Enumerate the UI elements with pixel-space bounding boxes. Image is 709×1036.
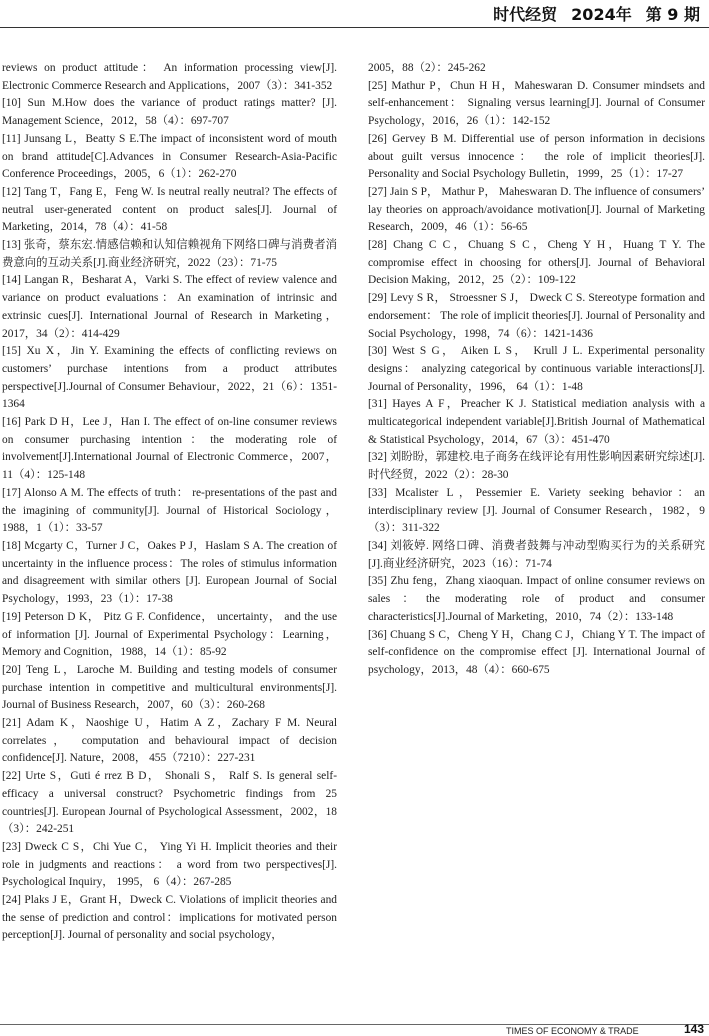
reference-entry: [16] Park D H，Lee J，Han I. The effect of on-line consumer reviews on consumer purchasing intention：the moderating role of involvement[J].International Journal of Electronic Commerce，2007，11（4）：125-148 — [2, 416, 337, 482]
reference-entry: [18] Mcgarty C，Turner J C，Oakes P J，Haslam S A. The creation of uncertainty in the influence process：The roles of stimulus information and disagreement with similar others [J]. European Journal of Social Psychology，1993，23（1）：17-38 — [2, 539, 337, 606]
journal-name: 时代经贸 — [493, 4, 558, 24]
reference-entry: [34] 刘筱婷. 网络口碑、消费者鼓舞与冲动型购买行为的关系研究[J].商业经济研究，2023（16）：71-74 — [368, 539, 705, 570]
reference-entry: [19] Peterson D K， Pitz G F. Confidence， uncertainty， and the use of information [J]. Journal of Experimental Psychology：Learning，Memory and Cognition，1988，14（1）：85-92 — [2, 610, 337, 659]
reference-entry: [27] Jain S P， Mathur P， Maheswaran D. The influence of consumers’ lay theories on approach/avoidance motivation[J]. Journal of Marketing Research，2009，46（1）：56-65 — [368, 185, 705, 234]
reference-entry: [22] Urte S，Guti é rrez B D， Shonali S， Ralf S. Is general self-efficacy a universal construct? Psychometric findings from 25 countries[J]. European Journal of Psychological Assessment，2002，18（3）：242-251 — [2, 770, 337, 836]
footer-journal-title: TIMES OF ECONOMY & TRADE — [506, 1026, 639, 1036]
reference-entry: [26] Gervey B M. Differential use of person information in decisions about guilt versus innocence： the role of implicit theories[J]. Personality and Social Psychology Bulletin，1999，25（1）：17-27 — [368, 132, 705, 181]
reference-entry: [21] Adam K，Naoshige U，Hatim A Z，Zachary F M. Neural correlates， computation and behavioural impact of decision confidence[J]. Nature，2008， 455（7210）：227-231 — [2, 717, 337, 765]
reference-entry: [31] Hayes A F，Preacher K J. Statistical mediation analysis with a multicategorical independent variable[J].British Journal of Mathematical & Statistical Psychology，2014，67（3）：451-470 — [368, 398, 705, 446]
page-number: 143 — [684, 1022, 705, 1036]
reference-entry: [33] Mcalister L，Pessemier E. Variety seeking behavior：an interdisciplinary review [J]. Journal of Consumer Research，1982，9（3）：311-322 — [368, 486, 705, 535]
reference-entry: [29] Levy S R， Stroessner S J， Dweck C S. Stereotype formation and endorsement： The role of implicit theories[J]. Journal of Personality and Social Psychology，1998，74（6）：1421-1436 — [368, 292, 705, 340]
reference-entry: [12] Tang T，Fang E，Feng W. Is neutral really neutral? The effects of neutral user-generated content on product sales[J]. Journal of Marketing，2014，78（4）：41-58 — [2, 185, 337, 234]
reference-entry: [13] 张奇，蔡东宏.情感信赖和认知信赖视角下网络口碑与消费者消费意向的互动关系[J].商业经济研究，2022（23）：71-75 — [2, 239, 337, 269]
reference-entry: [24] Plaks J E，Grant H，Dweck C. Violations of implicit theories and the sense of prediction and control：implications for motivated person perception[J]. Journal of personality and social psychology， — [2, 894, 337, 942]
issue-number: 第 9 期 — [645, 4, 700, 24]
references-column-right — [368, 60, 705, 680]
running-header — [493, 0, 700, 26]
reference-entry: [11] Junsang L，Beatty S E.The impact of inconsistent word of mouth on brand attitude[C].Advances in Consumer Research-Asia-Pacific Conference Proceedings，2005，6（1）：262-270 — [2, 132, 337, 181]
reference-entry: 2005，88（2）：245-262 — [368, 62, 486, 74]
issue-year: 2024年 — [571, 4, 632, 24]
reference-entry: [32] 刘盼盼，郭建校.电子商务在线评论有用性影响因素研究综述[J].时代经贸，2022（2）：28-30 — [368, 451, 705, 482]
reference-entry: reviews on product attitude： An information processing view[J]. Electronic Commerce Research and Applications，2007（3）：341-352 — [2, 62, 337, 92]
reference-entry: [15] Xu X，Jin Y. Examining the effects of conflicting reviews on customers’ purchase intentions from a product attributes perspective[J].Journal of Consumer Behaviour，2022，21（6）：1351-1364 — [2, 345, 337, 411]
footer-rule — [0, 1024, 709, 1025]
reference-entry: [35] Zhu feng，Zhang xiaoquan. Impact of online consumer reviews on sales：the moderating role of product and consumer characteristics[J].Journal of Marketing，2010，74（2）：133-148 — [368, 575, 705, 623]
reference-entry: [20] Teng L，Laroche M. Building and testing models of consumer purchase intention in competitive and multicultural environments[J]. Journal of Business Research，2007，60（3）：260-268 — [2, 663, 337, 712]
reference-entry: [25] Mathur P，Chun H H，Maheswaran D. Consumer mindsets and self-enhancement： Signaling versus learning[J]. Journal of Consumer Psychology，2016，26（1）：142-152 — [368, 79, 705, 128]
reference-entry: [17] Alonso A M. The effects of truth： re-presentations of the past and the imagining of community[J]. Journal of Historical Sociology，1988，1（1）：33-57 — [2, 486, 337, 535]
references-column-left — [2, 60, 337, 945]
header-rule — [0, 27, 709, 28]
reference-entry: [10] Sun M.How does the variance of product ratings matter? [J]. Management Science，2012，58（4）：697-707 — [2, 97, 337, 128]
reference-entry: [30] West S G， Aiken L S， Krull J L. Experimental personality designs： analyzing categorical by continuous variable interactions[J]. Journal of Personality，1996， 64（1）：1-48 — [368, 345, 705, 393]
reference-entry: [14] Langan R，Besharat A，Varki S. The effect of review valence and variance on product evaluations：An examination of intrinsic and extrinsic cues[J]. International Journal of Research in Marketing，2017，34（2）：414-429 — [2, 274, 337, 340]
reference-entry: [23] Dweck C S，Chi Yue C， Ying Yi H. Implicit theories and their role in judgments and reactions： a word from two perspectives[J]. Psychological Inquiry， 1995， 6（4）：267-285 — [2, 840, 337, 889]
reference-entry: [28] Chang C C，Chuang S C，Cheng Y H，Huang T Y. The compromise effect in choosing for others[J]. Journal of Behavioral Decision Making，2012，25（2）：109-122 — [368, 239, 705, 287]
reference-entry: [36] Chuang S C，Cheng Y H，Chang C J，Chiang Y T. The impact of self-confidence on the compromise effect [J]. International Journal of psychology，2013，48（4）：660-675 — [368, 628, 705, 676]
